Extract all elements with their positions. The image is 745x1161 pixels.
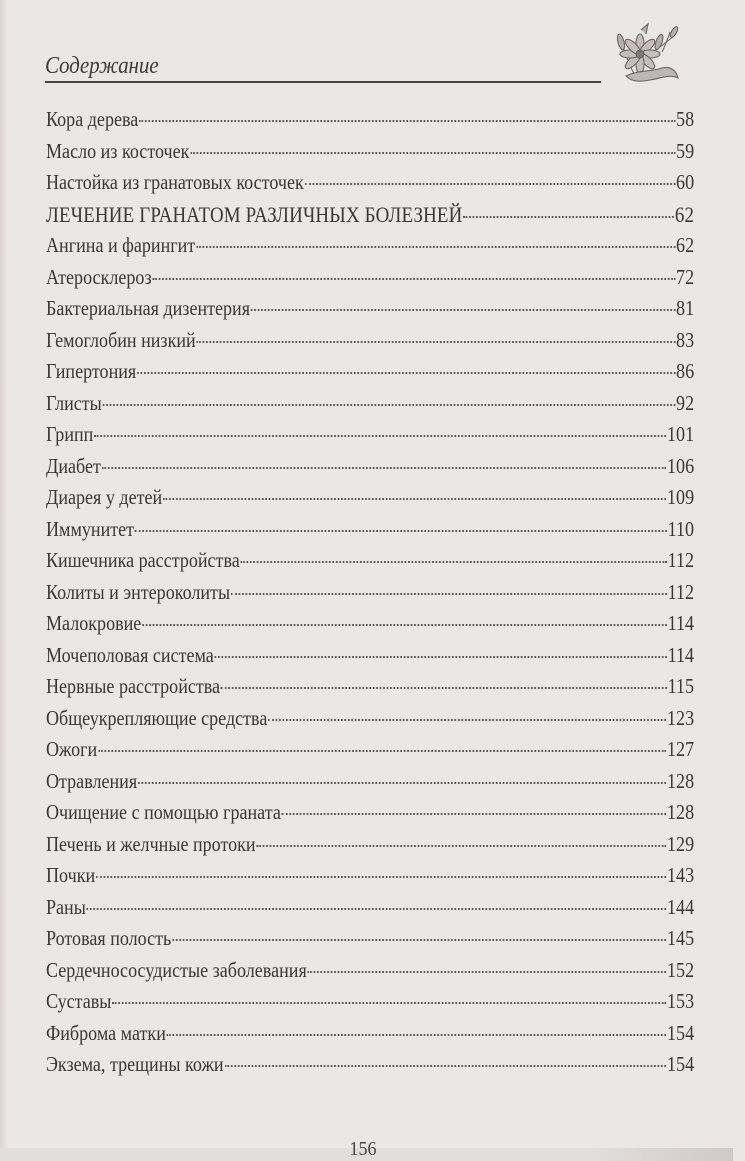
toc-entry[interactable] bbox=[46, 640, 694, 672]
toc-entry-page: 154 bbox=[667, 1020, 695, 1045]
toc-entry-page: 129 bbox=[667, 831, 695, 856]
dot-leader bbox=[167, 1034, 666, 1036]
toc-entry[interactable] bbox=[46, 1018, 694, 1050]
dot-leader bbox=[96, 876, 666, 878]
dot-leader bbox=[196, 246, 675, 248]
toc-entry[interactable] bbox=[46, 671, 694, 703]
toc-entry-label: Общеукрепляющие средства bbox=[46, 705, 268, 730]
toc-entry-page: 81 bbox=[676, 296, 695, 320]
dot-leader bbox=[268, 719, 666, 721]
toc-entry-label: Иммунитет bbox=[46, 516, 135, 541]
toc-entry-page: 112 bbox=[667, 548, 695, 572]
toc-entry[interactable] bbox=[46, 734, 694, 766]
page-number-text: 156 bbox=[349, 1138, 377, 1160]
dot-leader bbox=[102, 467, 666, 469]
header-rule bbox=[45, 81, 601, 83]
toc-entry[interactable] bbox=[46, 451, 694, 483]
toc-entry-label: Ротовая полость bbox=[46, 926, 172, 950]
toc-entry[interactable] bbox=[46, 136, 694, 168]
toc-entry[interactable] bbox=[46, 829, 694, 861]
toc-entry-label: Атеросклероз bbox=[46, 264, 152, 289]
toc-entry-label: Почки bbox=[46, 863, 96, 887]
toc-entry[interactable] bbox=[46, 293, 694, 325]
toc-entry-page: 109 bbox=[667, 485, 695, 509]
flower-ornament-icon bbox=[604, 22, 684, 86]
toc-entry[interactable] bbox=[46, 230, 694, 262]
toc-entry-label: Кора дерева bbox=[46, 107, 139, 131]
toc-entry-label: Нервные расстройства bbox=[46, 674, 221, 698]
toc-entry-label: Бактериальная дизентерия bbox=[46, 296, 251, 320]
toc-entry[interactable] bbox=[46, 703, 694, 735]
toc-entry-page: 58 bbox=[676, 107, 695, 131]
dot-leader bbox=[103, 404, 676, 406]
toc-entry-page: 152 bbox=[667, 957, 695, 982]
dot-leader bbox=[463, 216, 674, 218]
toc-entry-page: 154 bbox=[667, 1052, 695, 1076]
toc-entry[interactable] bbox=[46, 892, 694, 924]
toc-entry-page: 115 bbox=[667, 674, 695, 698]
dot-leader bbox=[251, 309, 675, 311]
toc-entry-page: 72 bbox=[676, 264, 695, 289]
toc-entry-label: Ожоги bbox=[46, 737, 98, 761]
toc-entry-page: 128 bbox=[667, 800, 695, 824]
toc-entry-page: 62 bbox=[676, 233, 695, 257]
toc-entry-page: 110 bbox=[667, 516, 695, 541]
toc-entry[interactable] bbox=[46, 766, 694, 798]
toc-entry-label: Диарея у детей bbox=[46, 485, 163, 509]
toc-entry-label: Диабет bbox=[46, 453, 101, 478]
toc-entry-label: ЛЕЧЕНИЕ ГРАНАТОМ РАЗЛИЧНЫХ БОЛЕЗНЕЙ bbox=[46, 201, 463, 227]
toc-entry-page: 62 bbox=[674, 201, 695, 227]
page-number bbox=[349, 1138, 377, 1160]
toc-entry-page: 127 bbox=[667, 737, 695, 761]
toc-entry-page: 101 bbox=[667, 422, 695, 446]
dot-leader bbox=[142, 624, 667, 626]
toc-entry-label: Сердечнососудистые заболевания bbox=[46, 957, 307, 982]
toc-entry[interactable] bbox=[46, 514, 694, 546]
dot-leader bbox=[256, 845, 666, 847]
toc-entry-label: Настойка из гранатовых косточек bbox=[46, 170, 304, 194]
dot-leader bbox=[282, 813, 666, 815]
toc-entry-label: Гемоглобин низкий bbox=[46, 327, 196, 352]
toc-entry-label: Печень и желчные протоки bbox=[46, 831, 256, 856]
dot-leader bbox=[137, 372, 675, 374]
toc-entry-label: Кишечника расстройства bbox=[46, 548, 240, 572]
toc-entry-page: 114 bbox=[667, 642, 695, 667]
dot-leader bbox=[139, 120, 675, 122]
toc-entry-page: 143 bbox=[667, 863, 695, 887]
toc-entry-label: Ангина и фарингит bbox=[46, 233, 196, 257]
toc-entry-label: Грипп bbox=[46, 422, 94, 446]
dot-leader bbox=[98, 750, 666, 752]
toc-entry-page: 59 bbox=[676, 138, 695, 163]
toc-entry[interactable] bbox=[46, 1049, 694, 1081]
toc-entry[interactable] bbox=[46, 482, 694, 514]
toc-entry-page: 123 bbox=[667, 705, 695, 730]
toc-entry[interactable] bbox=[46, 923, 694, 955]
toc-entry-label: Очищение с помощью граната bbox=[46, 800, 281, 824]
toc-entry-label: Экзема, трещины кожи bbox=[46, 1052, 224, 1076]
toc-entry-page: 145 bbox=[667, 926, 695, 950]
toc-entry[interactable] bbox=[46, 986, 694, 1018]
dot-leader bbox=[221, 687, 667, 689]
page-corner-shadow bbox=[590, 1148, 733, 1161]
toc-entry[interactable] bbox=[46, 325, 694, 357]
toc-entry-page: 86 bbox=[676, 359, 695, 383]
toc-entry[interactable] bbox=[46, 167, 694, 199]
toc-entry-page: 144 bbox=[667, 894, 695, 919]
dot-leader bbox=[172, 939, 666, 941]
toc-entry[interactable] bbox=[46, 797, 694, 829]
toc-entry-label: Отравления bbox=[46, 768, 138, 793]
toc-entry-page: 128 bbox=[667, 768, 695, 793]
dot-leader bbox=[190, 152, 675, 154]
dot-leader bbox=[138, 782, 666, 784]
toc-section-heading[interactable] bbox=[46, 199, 694, 231]
dot-leader bbox=[112, 1002, 666, 1004]
toc-entry[interactable] bbox=[46, 419, 694, 451]
dot-leader bbox=[224, 1065, 666, 1067]
toc-entry-page: 60 bbox=[676, 170, 695, 194]
toc-entry-label: Суставы bbox=[46, 989, 112, 1013]
toc-entry[interactable] bbox=[46, 104, 694, 136]
table-of-contents bbox=[46, 104, 694, 1081]
toc-entry-page: 106 bbox=[667, 453, 695, 478]
dot-leader bbox=[197, 341, 676, 343]
toc-entry[interactable] bbox=[46, 955, 694, 987]
toc-entry-label: Глисты bbox=[46, 390, 102, 415]
dot-leader bbox=[308, 971, 667, 973]
dot-leader bbox=[152, 278, 675, 280]
dot-leader bbox=[231, 593, 667, 595]
toc-entry-page: 83 bbox=[676, 327, 695, 352]
dot-leader bbox=[135, 530, 667, 532]
toc-entry[interactable] bbox=[46, 545, 694, 577]
toc-entry-label: Масло из косточек bbox=[46, 138, 190, 163]
dot-leader bbox=[94, 435, 666, 437]
toc-entry[interactable] bbox=[46, 608, 694, 640]
toc-entry[interactable] bbox=[46, 262, 694, 294]
toc-entry-page: 114 bbox=[667, 611, 695, 635]
toc-entry-label: Гипертония bbox=[46, 359, 137, 383]
toc-entry-page: 112 bbox=[667, 579, 695, 604]
toc-entry-page: 92 bbox=[676, 390, 695, 415]
toc-entry-label: Мочеполовая система bbox=[46, 642, 214, 667]
dot-leader bbox=[87, 908, 666, 910]
toc-entry-label: Малокровие bbox=[46, 611, 142, 635]
running-header bbox=[45, 44, 605, 84]
toc-entry[interactable] bbox=[46, 356, 694, 388]
toc-entry-label: Колиты и энтероколиты bbox=[46, 579, 231, 604]
section-title: Содержание bbox=[45, 53, 159, 79]
toc-entry-label: Раны bbox=[46, 894, 86, 919]
page-edge-shadow bbox=[0, 0, 8, 1161]
toc-entry[interactable] bbox=[46, 860, 694, 892]
dot-leader bbox=[305, 183, 676, 185]
toc-entry-page: 153 bbox=[667, 989, 695, 1013]
toc-entry[interactable] bbox=[46, 577, 694, 609]
toc-entry[interactable] bbox=[46, 388, 694, 420]
dot-leader bbox=[215, 656, 667, 658]
dot-leader bbox=[241, 561, 667, 563]
toc-entry-label: Фиброма матки bbox=[46, 1020, 166, 1045]
dot-leader bbox=[163, 498, 666, 500]
